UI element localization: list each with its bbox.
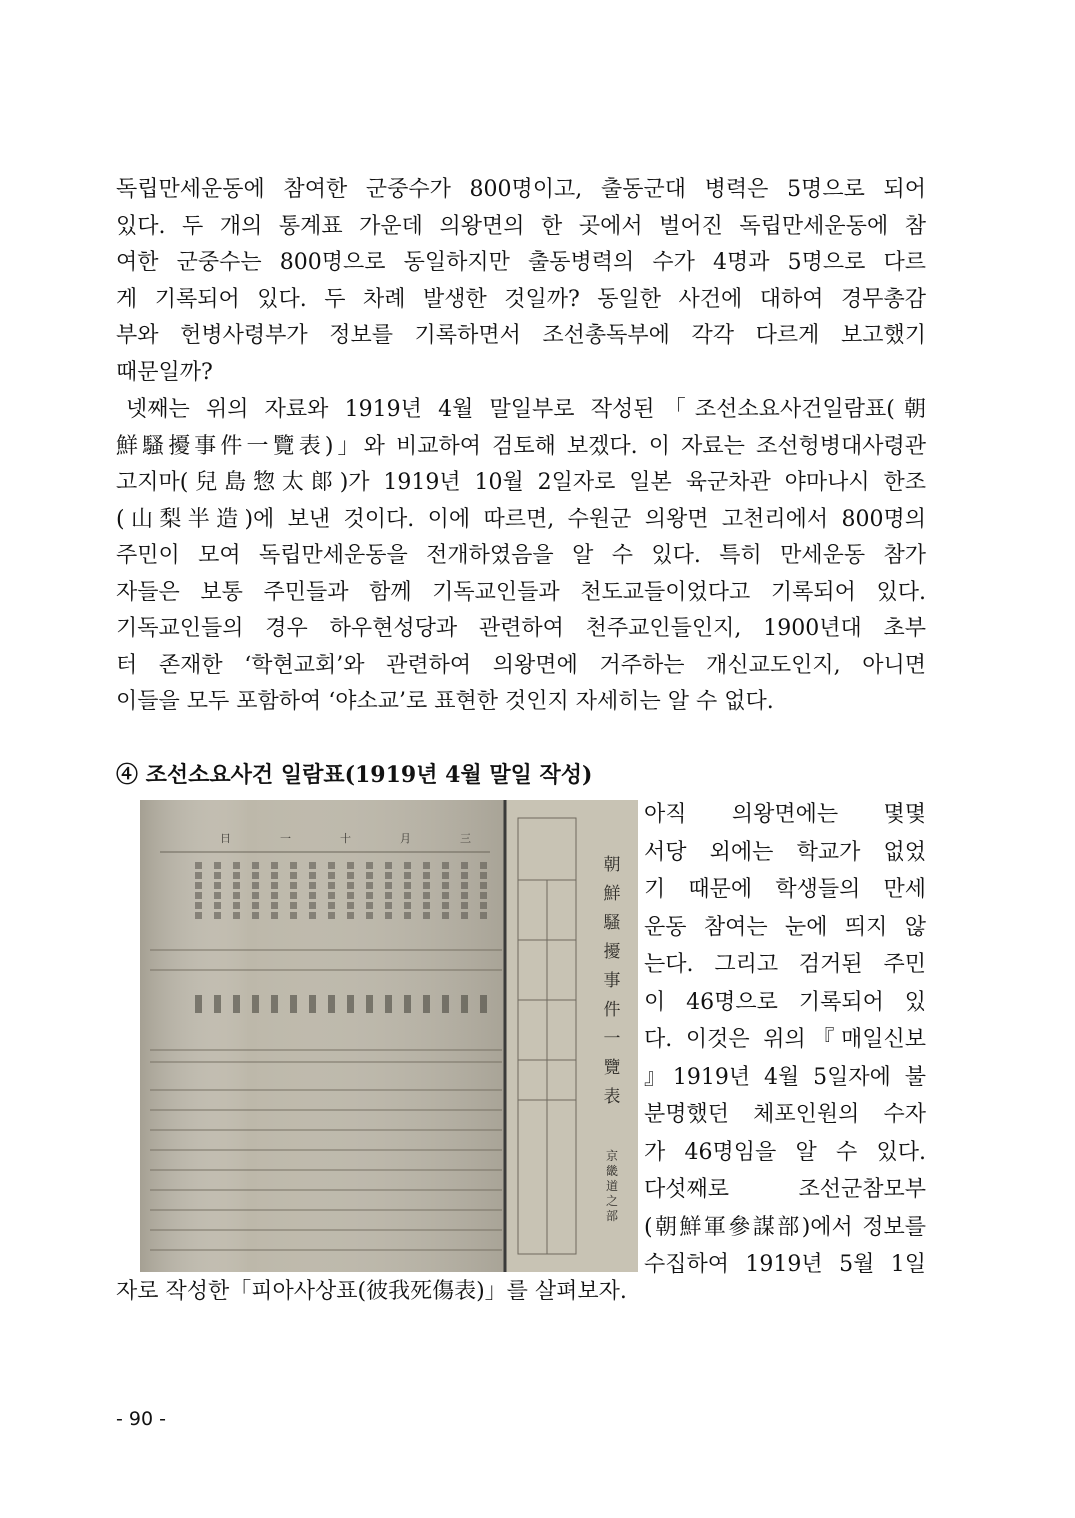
paragraph-2-line: 주민이 모여 독립만세운동을 전개하였음을 알 수 있다. 특히 만세운동 참가 (116, 543, 926, 568)
paragraph-2-line: 넷째는 위의 자료와 1919년 4월 말일부로 작성된「조선소요사건일람표(朝 (126, 397, 926, 422)
closing-line: 자로 작성한「피아사상표(彼我死傷表)」를 살펴보자. (116, 1279, 627, 1304)
cover-footer: 京畿道之部 (605, 1149, 619, 1223)
paragraph-1-line: 있다. 두 개의 통계표 가운데 의왕면의 한 곳에서 벌어진 독립만세운동에 참 (116, 213, 926, 239)
paragraph-1 (116, 172, 926, 391)
side-text-line: 수집하여 1919년 5월 1일 (644, 1252, 926, 1277)
paragraph-2 (116, 392, 926, 721)
paragraph-2-line: (山梨半造)에 보낸 것이다. 이에 따르면, 수원군 의왕면 고천리에서 800명의 (116, 506, 926, 532)
paragraph-2-line: 자들은 보통 주민들과 함께 기독교인들과 천도교들이었다고 기록되어 있다. (116, 579, 926, 605)
svg-text:十: 十 (340, 832, 351, 845)
side-text-line: 분명했던 체포인원의 수자 (644, 1102, 926, 1127)
paragraph-2-line: 고지마(兒島惣太郞)가 1919년 10월 2일자로 일본 육군차관 야마나시 한조 (116, 470, 926, 495)
svg-text:月: 月 (400, 832, 411, 845)
side-text-line: 다. 이것은 위의『매일신보 (644, 1027, 926, 1052)
side-text-line: 서당 외에는 학교가 없었 (644, 839, 926, 865)
paragraph-1-line: 여한 군중수는 800명으로 동일하지만 출동병력의 수가 4명과 5명으로 다르 (116, 250, 926, 275)
paragraph-2-line: 터 존재한 ‘학현교회’와 관련하여 의왕면에 거주하는 개신교도인지, 아니면 (116, 652, 926, 678)
svg-text:三: 三 (460, 832, 471, 845)
side-text-line: 기 때문에 학생들의 만세 (644, 877, 926, 902)
side-text-line: 운동 참여는 눈에 띄지 않 (644, 914, 926, 940)
document-photo (140, 800, 638, 1272)
side-text (644, 796, 926, 1284)
paragraph-1-line: 부와 헌병사령부가 정보를 기록하면서 조선총독부에 각각 다르게 보고했기 (116, 323, 926, 348)
svg-text:日: 日 (220, 832, 231, 845)
side-text-line: (朝鮮軍參謀部)에서 정보를 (644, 1214, 926, 1240)
svg-text:一: 一 (280, 832, 291, 845)
paragraph-1-line: 때문일까? (116, 359, 213, 385)
cover-title: 朝鮮騷擾事件一覽表 (603, 855, 621, 1107)
paragraph-2-line: 기독교인들의 경우 하우현성당과 관련하여 천주교인들인지, 1900년대 초부 (116, 616, 926, 641)
paragraph-1-line: 게 기록되어 있다. 두 차례 발생한 것일까? 동일한 사건에 대하여 경무총감 (116, 286, 926, 312)
side-text-line: 』1919년 4월 5일자에 불 (644, 1064, 926, 1090)
side-text-line: 이 46명으로 기록되어 있 (644, 989, 926, 1015)
side-text-line: 아직 의왕면에는 몇몇 (644, 802, 926, 827)
page-number: - 90 - (116, 1408, 166, 1430)
section-heading: ④ 조선소요사건 일람표(1919년 4월 말일 작성) (116, 762, 593, 788)
document-photo-illustration (140, 800, 638, 1272)
side-text-line: 가 46명임을 알 수 있다. (644, 1139, 926, 1165)
side-text-line: 는다. 그리고 검거된 주민 (644, 952, 926, 977)
side-text-line: 다섯째로 조선군참모부 (644, 1177, 926, 1202)
paragraph-2-line: 이들을 모두 포함하여 ‘야소교’로 표현한 것인지 자세히는 알 수 없다. (116, 689, 774, 714)
paragraph-2-line: 鮮騷擾事件一覽表)」와 비교하여 검토해 보겠다. 이 자료는 조선헝병대사령관 (116, 433, 926, 459)
paragraph-1-line: 독립만세운동에 참여한 군중수가 800명이고, 출동군대 병력은 5명으로 되어 (116, 177, 926, 202)
